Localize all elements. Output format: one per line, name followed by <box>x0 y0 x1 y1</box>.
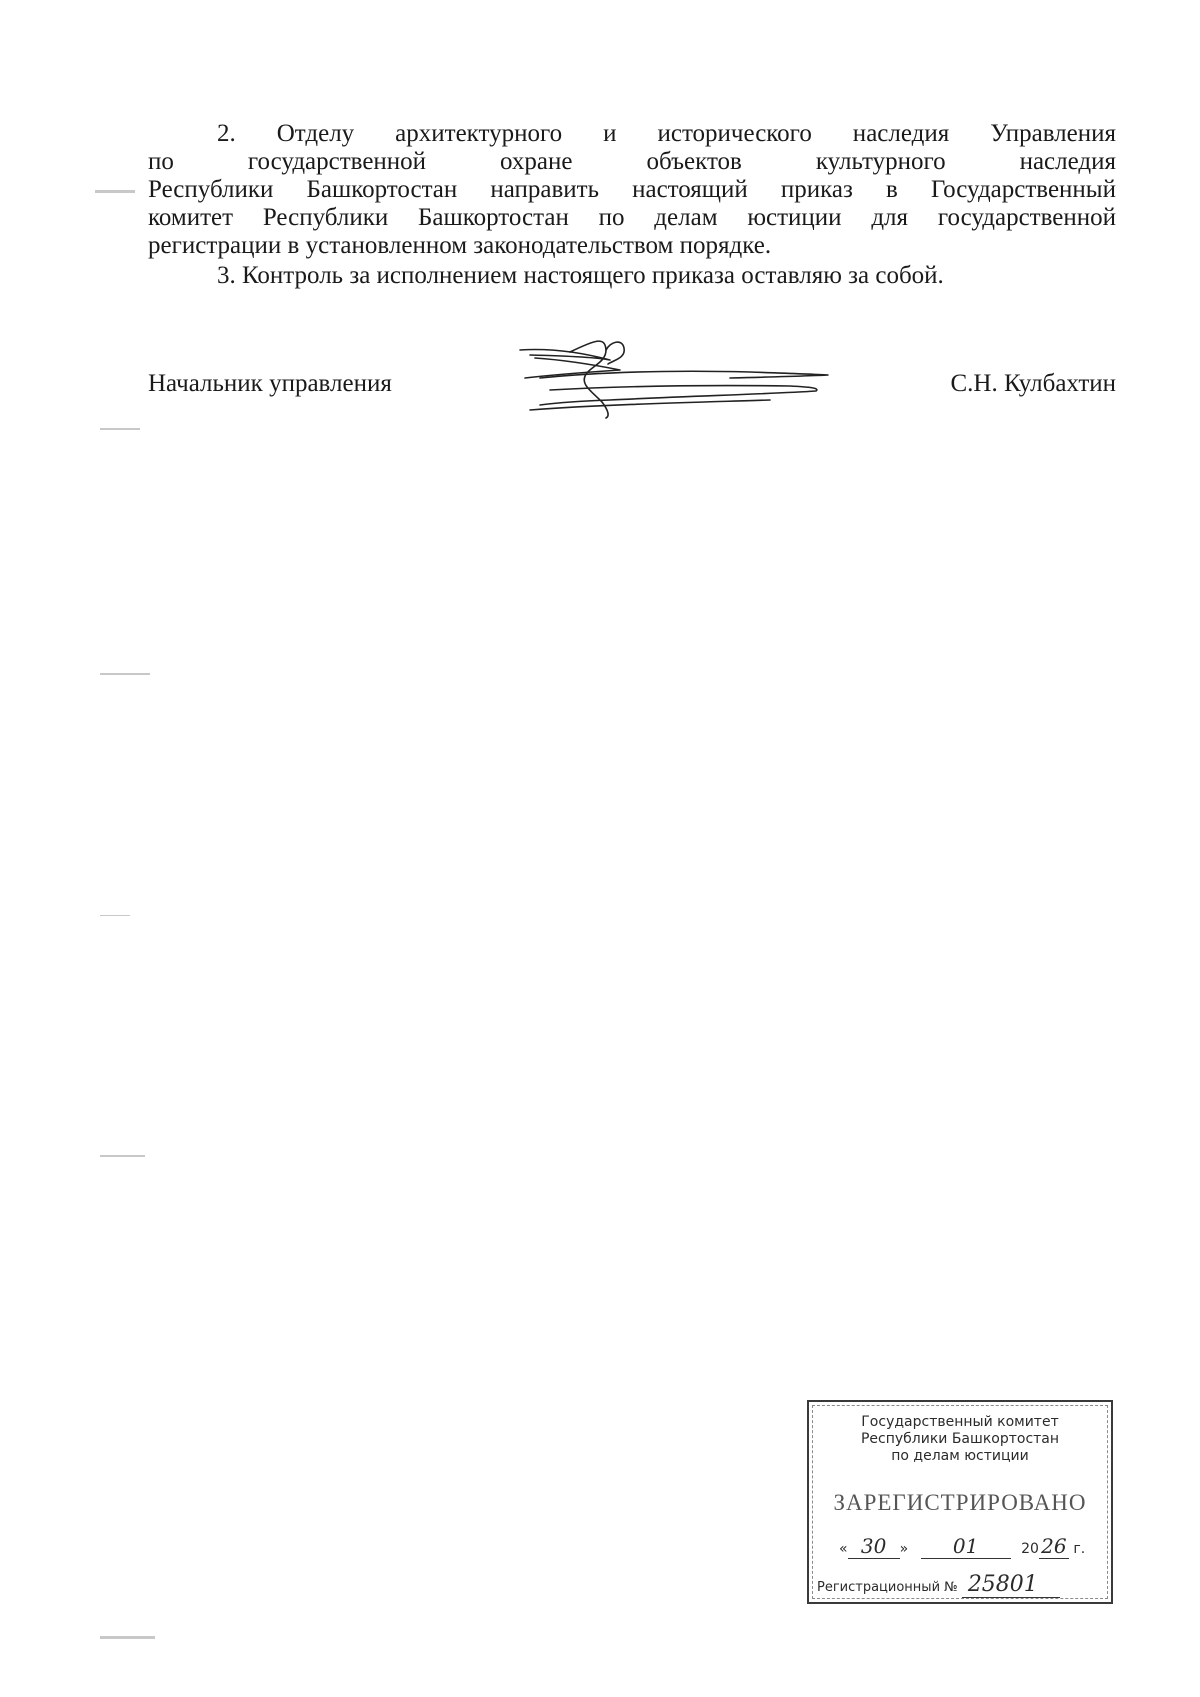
signatory-position: Начальник управления <box>148 370 392 397</box>
stamp-registration-number <box>817 1572 1060 1598</box>
paragraph-2-line: по государственной охране объектов культурного наследия <box>148 148 1116 175</box>
date-open-quote: « <box>839 1541 848 1557</box>
stamp-month: 01 <box>921 1534 1011 1559</box>
stamp-org-line: Республики Башкортостан <box>860 1431 1060 1447</box>
stamp-year: 26 <box>1039 1534 1069 1559</box>
date-close-quote: » <box>899 1541 909 1557</box>
reg-number-label: Регистрационный № <box>817 1580 958 1595</box>
stamp-day: 30 <box>848 1534 900 1559</box>
paragraph-2-line: 2. Отделу архитектурного и исторического наследия Управления <box>217 120 1116 147</box>
document-body <box>148 120 1116 290</box>
paragraph-2-line: регистрации в установленном законодательством порядке. <box>148 232 772 259</box>
reg-number-value: 25801 <box>962 1572 1060 1598</box>
stamp-registered-label: ЗАРЕГИСТРИРОВАНО <box>833 1490 1087 1515</box>
stamp-year-unit: г. <box>1073 1541 1086 1557</box>
registration-stamp <box>807 1400 1113 1604</box>
stamp-year-prefix: 20 <box>1021 1541 1039 1557</box>
stamp-org-line: по делам юстиции <box>891 1448 1029 1464</box>
paragraph-2-line: Республики Башкортостан направить настоящий приказ в Государственный <box>148 176 1116 203</box>
paragraph-2-line: комитет Республики Башкортостан по делам юстиции для государственной <box>148 204 1116 231</box>
handwritten-signature <box>510 330 850 430</box>
paragraph-3: 3. Контроль за исполнением настоящего приказа оставляю за собой. <box>217 262 944 289</box>
paragraph-2 <box>148 120 1116 260</box>
stamp-organization <box>809 1414 1111 1465</box>
stamp-date <box>839 1534 1085 1559</box>
signatory-name: С.Н. Кулбахтин <box>950 370 1116 397</box>
stamp-org-line: Государственный комитет <box>861 1414 1059 1430</box>
